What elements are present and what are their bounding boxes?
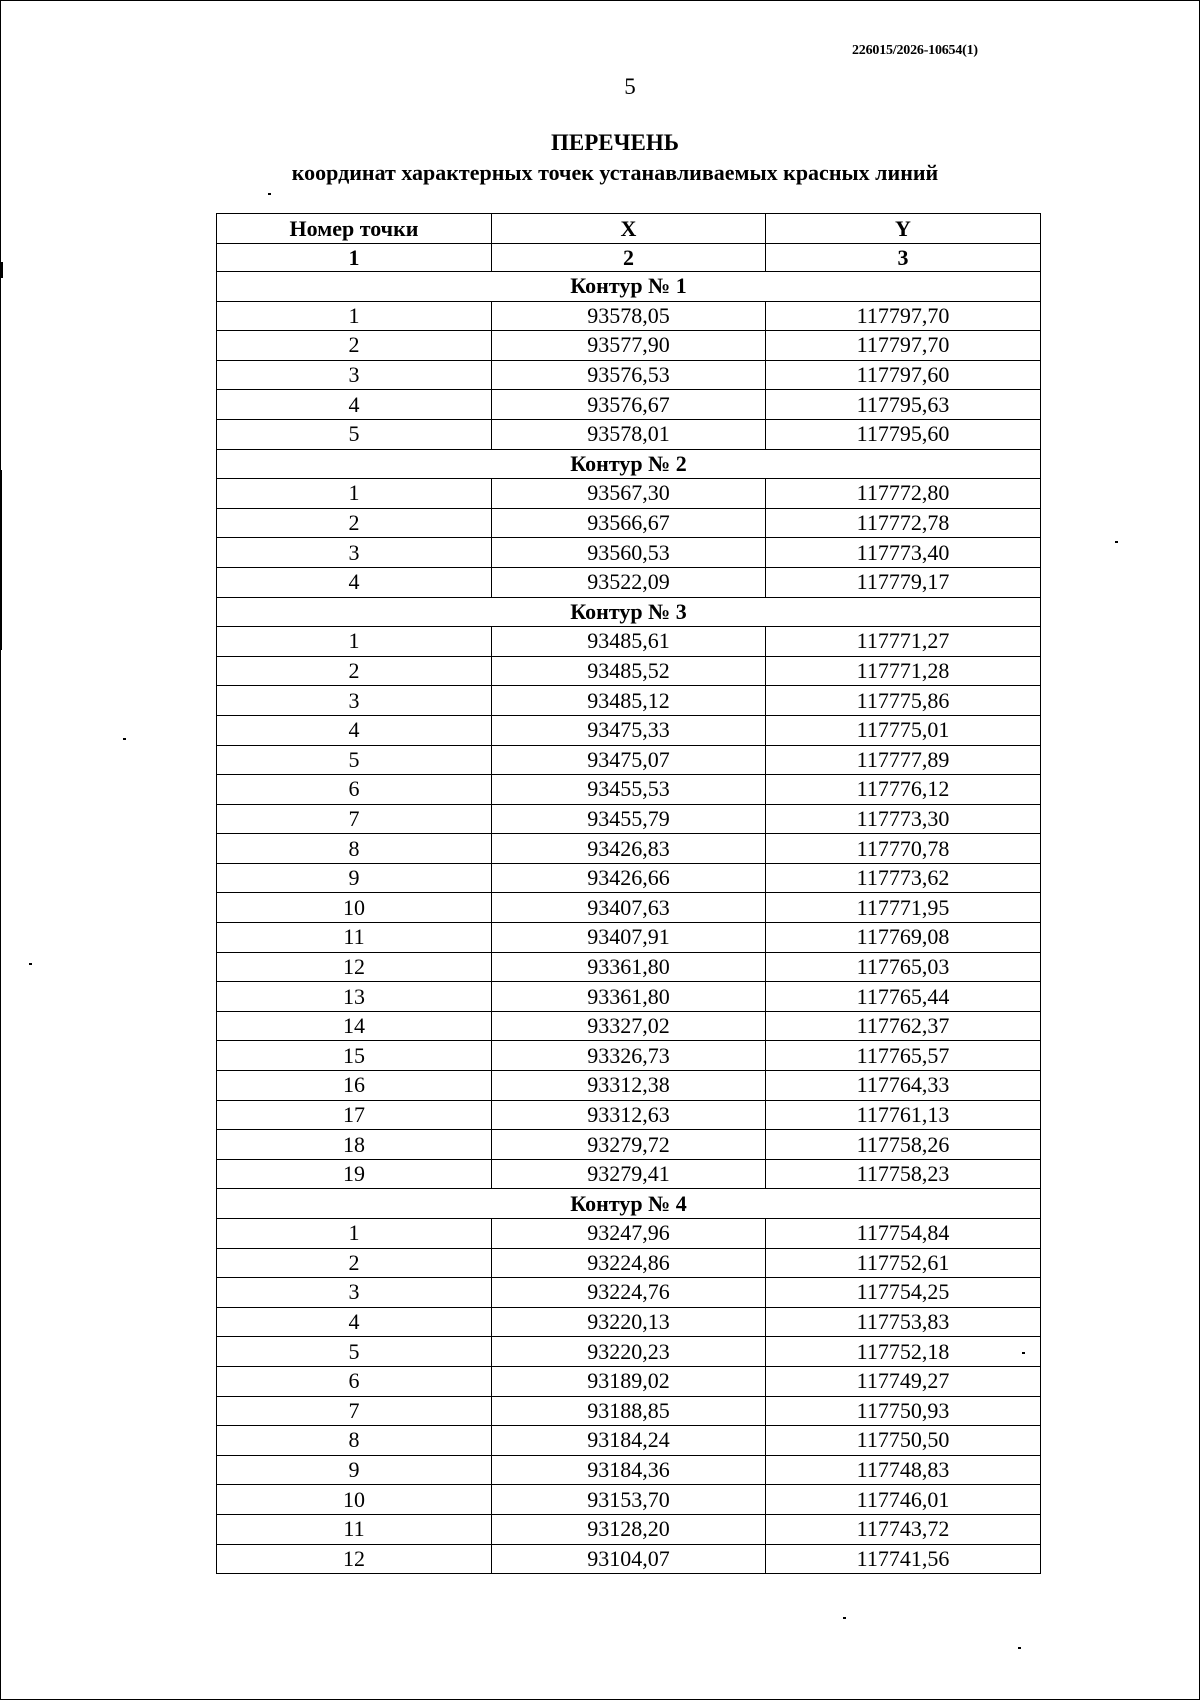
point-number-cell: 5 (217, 745, 492, 775)
x-coordinate-cell: 93184,24 (492, 1426, 766, 1456)
table-row (217, 1130, 1041, 1160)
table-row (217, 834, 1041, 864)
table-row (217, 656, 1041, 686)
table-row (217, 715, 1041, 745)
column-number: 3 (766, 244, 1041, 272)
point-number-cell: 3 (217, 1278, 492, 1308)
y-coordinate-cell: 117741,56 (766, 1544, 1041, 1574)
y-coordinate-cell: 117771,27 (766, 627, 1041, 657)
point-number-cell: 7 (217, 804, 492, 834)
x-coordinate-cell: 93220,23 (492, 1337, 766, 1367)
x-coordinate-cell: 93247,96 (492, 1219, 766, 1249)
y-coordinate-cell: 117770,78 (766, 834, 1041, 864)
table-row (217, 567, 1041, 597)
table-row (217, 1544, 1041, 1574)
x-coordinate-cell: 93455,79 (492, 804, 766, 834)
column-header-y: Y (766, 214, 1041, 244)
table-row (217, 1396, 1041, 1426)
x-coordinate-cell: 93576,53 (492, 360, 766, 390)
table-row (217, 775, 1041, 805)
table-row (217, 982, 1041, 1012)
x-coordinate-cell: 93560,53 (492, 538, 766, 568)
table-column-number-row (217, 244, 1041, 272)
point-number-cell: 8 (217, 1426, 492, 1456)
point-number-cell: 18 (217, 1130, 492, 1160)
x-coordinate-cell: 93426,66 (492, 863, 766, 893)
document-subtitle: координат характерных точек устанавливаемых красных линий (291, 160, 939, 185)
point-number-cell: 11 (217, 1514, 492, 1544)
page-number: 5 (624, 74, 636, 99)
table-row (217, 1248, 1041, 1278)
contour-label: Контур № 4 (217, 1189, 1041, 1219)
point-number-cell: 17 (217, 1100, 492, 1130)
table-row (217, 745, 1041, 775)
x-coordinate-cell: 93188,85 (492, 1396, 766, 1426)
x-coordinate-cell: 93485,12 (492, 686, 766, 716)
y-coordinate-cell: 117769,08 (766, 923, 1041, 953)
x-coordinate-cell: 93485,61 (492, 627, 766, 657)
table-row (217, 301, 1041, 331)
y-coordinate-cell: 117750,93 (766, 1396, 1041, 1426)
x-coordinate-cell: 93522,09 (492, 567, 766, 597)
y-coordinate-cell: 117771,28 (766, 656, 1041, 686)
y-coordinate-cell: 117762,37 (766, 1011, 1041, 1041)
x-coordinate-cell: 93577,90 (492, 331, 766, 361)
point-number-cell: 3 (217, 360, 492, 390)
y-coordinate-cell: 117754,25 (766, 1278, 1041, 1308)
document-title: ПЕРЕЧЕНЬ (551, 130, 679, 155)
y-coordinate-cell: 117771,95 (766, 893, 1041, 923)
table-row (217, 1011, 1041, 1041)
x-coordinate-cell: 93279,41 (492, 1159, 766, 1189)
x-coordinate-cell: 93220,13 (492, 1307, 766, 1337)
table-row (217, 479, 1041, 509)
point-number-cell: 3 (217, 538, 492, 568)
column-number: 2 (492, 244, 766, 272)
point-number-cell: 6 (217, 1366, 492, 1396)
point-number-cell: 1 (217, 301, 492, 331)
table-row (217, 360, 1041, 390)
x-coordinate-cell: 93407,91 (492, 923, 766, 953)
y-coordinate-cell: 117795,63 (766, 390, 1041, 420)
point-number-cell: 2 (217, 331, 492, 361)
x-coordinate-cell: 93128,20 (492, 1514, 766, 1544)
x-coordinate-cell: 93184,36 (492, 1455, 766, 1485)
x-coordinate-cell: 93475,07 (492, 745, 766, 775)
x-coordinate-cell: 93578,05 (492, 301, 766, 331)
contour-label: Контур № 3 (217, 597, 1041, 627)
point-number-cell: 10 (217, 1485, 492, 1515)
table-row (217, 686, 1041, 716)
scan-speck (268, 193, 271, 195)
table-row (217, 390, 1041, 420)
table-row (217, 923, 1041, 953)
x-coordinate-cell: 93279,72 (492, 1130, 766, 1160)
point-number-cell: 6 (217, 775, 492, 805)
x-coordinate-cell: 93578,01 (492, 419, 766, 449)
table-row (217, 1426, 1041, 1456)
y-coordinate-cell: 117772,78 (766, 508, 1041, 538)
scan-speck (1115, 541, 1118, 543)
x-coordinate-cell: 93104,07 (492, 1544, 766, 1574)
point-number-cell: 5 (217, 419, 492, 449)
point-number-cell: 4 (217, 390, 492, 420)
point-number-cell: 2 (217, 656, 492, 686)
point-number-cell: 7 (217, 1396, 492, 1426)
table-row (217, 419, 1041, 449)
table-row (217, 804, 1041, 834)
table-header-row (217, 214, 1041, 244)
table-row (217, 1071, 1041, 1101)
x-coordinate-cell: 93475,33 (492, 715, 766, 745)
scan-edge-mark (0, 470, 2, 650)
x-coordinate-cell: 93576,67 (492, 390, 766, 420)
point-number-cell: 14 (217, 1011, 492, 1041)
y-coordinate-cell: 117797,70 (766, 331, 1041, 361)
y-coordinate-cell: 117758,23 (766, 1159, 1041, 1189)
y-coordinate-cell: 117761,13 (766, 1100, 1041, 1130)
column-header-point-number: Номер точки (217, 214, 492, 244)
point-number-cell: 11 (217, 923, 492, 953)
table-row (217, 1219, 1041, 1249)
point-number-cell: 15 (217, 1041, 492, 1071)
x-coordinate-cell: 93327,02 (492, 1011, 766, 1041)
x-coordinate-cell: 93407,63 (492, 893, 766, 923)
table-row (217, 331, 1041, 361)
x-coordinate-cell: 93361,80 (492, 982, 766, 1012)
y-coordinate-cell: 117797,60 (766, 360, 1041, 390)
y-coordinate-cell: 117765,44 (766, 982, 1041, 1012)
column-header-x: X (492, 214, 766, 244)
y-coordinate-cell: 117777,89 (766, 745, 1041, 775)
point-number-cell: 1 (217, 479, 492, 509)
x-coordinate-cell: 93189,02 (492, 1366, 766, 1396)
x-coordinate-cell: 93361,80 (492, 952, 766, 982)
point-number-cell: 12 (217, 952, 492, 982)
coordinates-table-body (217, 214, 1041, 1574)
y-coordinate-cell: 117772,80 (766, 479, 1041, 509)
y-coordinate-cell: 117779,17 (766, 567, 1041, 597)
y-coordinate-cell: 117749,27 (766, 1366, 1041, 1396)
y-coordinate-cell: 117795,60 (766, 419, 1041, 449)
table-row (217, 1278, 1041, 1308)
point-number-cell: 4 (217, 715, 492, 745)
coordinates-table (216, 213, 1041, 1574)
y-coordinate-cell: 117776,12 (766, 775, 1041, 805)
table-row (217, 538, 1041, 568)
point-number-cell: 19 (217, 1159, 492, 1189)
table-row (217, 1485, 1041, 1515)
y-coordinate-cell: 117775,01 (766, 715, 1041, 745)
table-row (217, 863, 1041, 893)
point-number-cell: 12 (217, 1544, 492, 1574)
table-row (217, 1100, 1041, 1130)
point-number-cell: 5 (217, 1337, 492, 1367)
table-row (217, 1455, 1041, 1485)
document-number: 226015/2026-10654(1) (852, 43, 978, 58)
table-row (217, 893, 1041, 923)
x-coordinate-cell: 93567,30 (492, 479, 766, 509)
x-coordinate-cell: 93485,52 (492, 656, 766, 686)
y-coordinate-cell: 117773,30 (766, 804, 1041, 834)
table-row (217, 952, 1041, 982)
y-coordinate-cell: 117765,57 (766, 1041, 1041, 1071)
point-number-cell: 4 (217, 567, 492, 597)
y-coordinate-cell: 117758,26 (766, 1130, 1041, 1160)
table-row (217, 627, 1041, 657)
y-coordinate-cell: 117752,61 (766, 1248, 1041, 1278)
point-number-cell: 13 (217, 982, 492, 1012)
point-number-cell: 1 (217, 627, 492, 657)
x-coordinate-cell: 93153,70 (492, 1485, 766, 1515)
x-coordinate-cell: 93455,53 (492, 775, 766, 805)
contour-header-row (217, 272, 1041, 302)
x-coordinate-cell: 93312,38 (492, 1071, 766, 1101)
contour-header-row (217, 449, 1041, 479)
table-row (217, 1337, 1041, 1367)
point-number-cell: 10 (217, 893, 492, 923)
table-row (217, 1041, 1041, 1071)
point-number-cell: 4 (217, 1307, 492, 1337)
point-number-cell: 9 (217, 863, 492, 893)
contour-label: Контур № 1 (217, 272, 1041, 302)
column-number: 1 (217, 244, 492, 272)
point-number-cell: 16 (217, 1071, 492, 1101)
y-coordinate-cell: 117753,83 (766, 1307, 1041, 1337)
scan-speck (123, 738, 126, 740)
table-row (217, 1366, 1041, 1396)
y-coordinate-cell: 117765,03 (766, 952, 1041, 982)
scan-edge-mark (0, 262, 3, 278)
point-number-cell: 8 (217, 834, 492, 864)
x-coordinate-cell: 93566,67 (492, 508, 766, 538)
x-coordinate-cell: 93326,73 (492, 1041, 766, 1071)
scan-speck (1018, 1647, 1021, 1649)
table-row (217, 1159, 1041, 1189)
y-coordinate-cell: 117748,83 (766, 1455, 1041, 1485)
y-coordinate-cell: 117797,70 (766, 301, 1041, 331)
table-row (217, 1307, 1041, 1337)
y-coordinate-cell: 117754,84 (766, 1219, 1041, 1249)
y-coordinate-cell: 117773,40 (766, 538, 1041, 568)
contour-header-row (217, 597, 1041, 627)
y-coordinate-cell: 117775,86 (766, 686, 1041, 716)
point-number-cell: 1 (217, 1219, 492, 1249)
y-coordinate-cell: 117750,50 (766, 1426, 1041, 1456)
point-number-cell: 2 (217, 508, 492, 538)
y-coordinate-cell: 117764,33 (766, 1071, 1041, 1101)
point-number-cell: 3 (217, 686, 492, 716)
x-coordinate-cell: 93224,86 (492, 1248, 766, 1278)
point-number-cell: 2 (217, 1248, 492, 1278)
table-row (217, 508, 1041, 538)
y-coordinate-cell: 117773,62 (766, 863, 1041, 893)
contour-header-row (217, 1189, 1041, 1219)
y-coordinate-cell: 117746,01 (766, 1485, 1041, 1515)
contour-label: Контур № 2 (217, 449, 1041, 479)
table-row (217, 1514, 1041, 1544)
scan-speck (843, 1617, 846, 1619)
x-coordinate-cell: 93426,83 (492, 834, 766, 864)
y-coordinate-cell: 117752,18 (766, 1337, 1041, 1367)
x-coordinate-cell: 93224,76 (492, 1278, 766, 1308)
scan-speck (29, 963, 32, 965)
y-coordinate-cell: 117743,72 (766, 1514, 1041, 1544)
x-coordinate-cell: 93312,63 (492, 1100, 766, 1130)
point-number-cell: 9 (217, 1455, 492, 1485)
